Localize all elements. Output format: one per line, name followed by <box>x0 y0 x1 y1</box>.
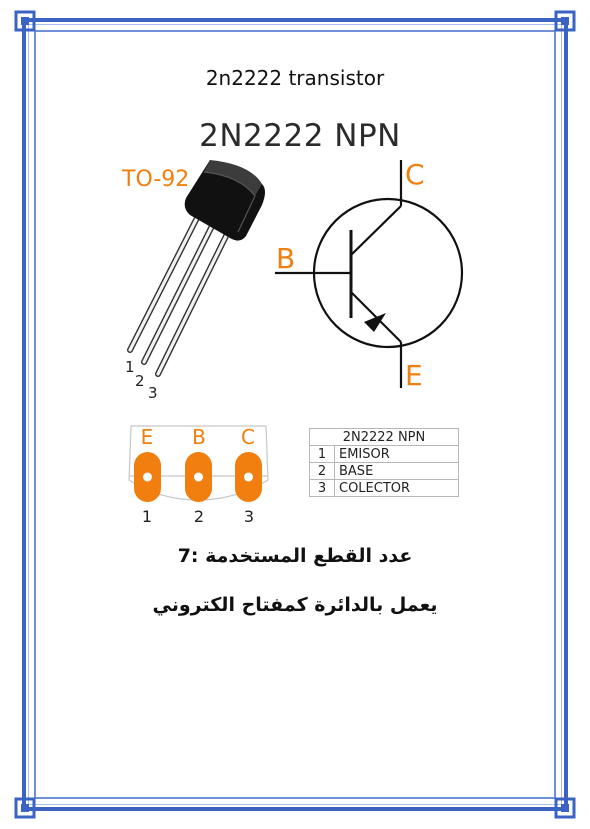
emitter-label: E <box>405 359 423 392</box>
package-label: TO-92 <box>122 167 190 192</box>
lead-number-2: 2 <box>135 372 145 390</box>
part-title: 2N2222 NPN <box>199 118 401 154</box>
function-note: يعمل بالدائرة كمفتاح الكتروني <box>152 594 438 616</box>
lead-number-1: 1 <box>125 358 135 376</box>
pinout-table-header: 2N2222 NPN <box>310 429 459 446</box>
pin-number-cell: 3 <box>310 480 335 497</box>
pinout-table-header-row <box>310 429 459 446</box>
footprint-pin-label-e: E <box>140 425 154 449</box>
pin-name-cell: BASE <box>335 463 459 480</box>
footprint-pin-label-c: C <box>241 425 255 449</box>
page-title: 2n2222 transistor <box>205 66 385 90</box>
pin-name-cell: COLECTOR <box>335 480 459 497</box>
collector-label: C <box>405 158 425 191</box>
lead-number-3: 3 <box>148 384 158 402</box>
base-label: B <box>276 242 296 275</box>
pinout-table <box>309 428 459 497</box>
footprint-pin-label-b: B <box>192 425 206 449</box>
table-row <box>310 463 459 480</box>
to92-package-illustration <box>130 160 265 374</box>
pin-name-cell: EMISOR <box>335 446 459 463</box>
table-row <box>310 446 459 463</box>
npn-schematic-symbol <box>275 160 462 388</box>
footprint-pin-number-3: 3 <box>243 507 255 526</box>
component-count-note: عدد القطع المستخدمة :7 <box>177 545 413 567</box>
table-row <box>310 480 459 497</box>
footprint-pin-number-1: 1 <box>141 507 153 526</box>
pin-number-cell: 1 <box>310 446 335 463</box>
footprint-pin-number-2: 2 <box>193 507 205 526</box>
pin-number-cell: 2 <box>310 463 335 480</box>
